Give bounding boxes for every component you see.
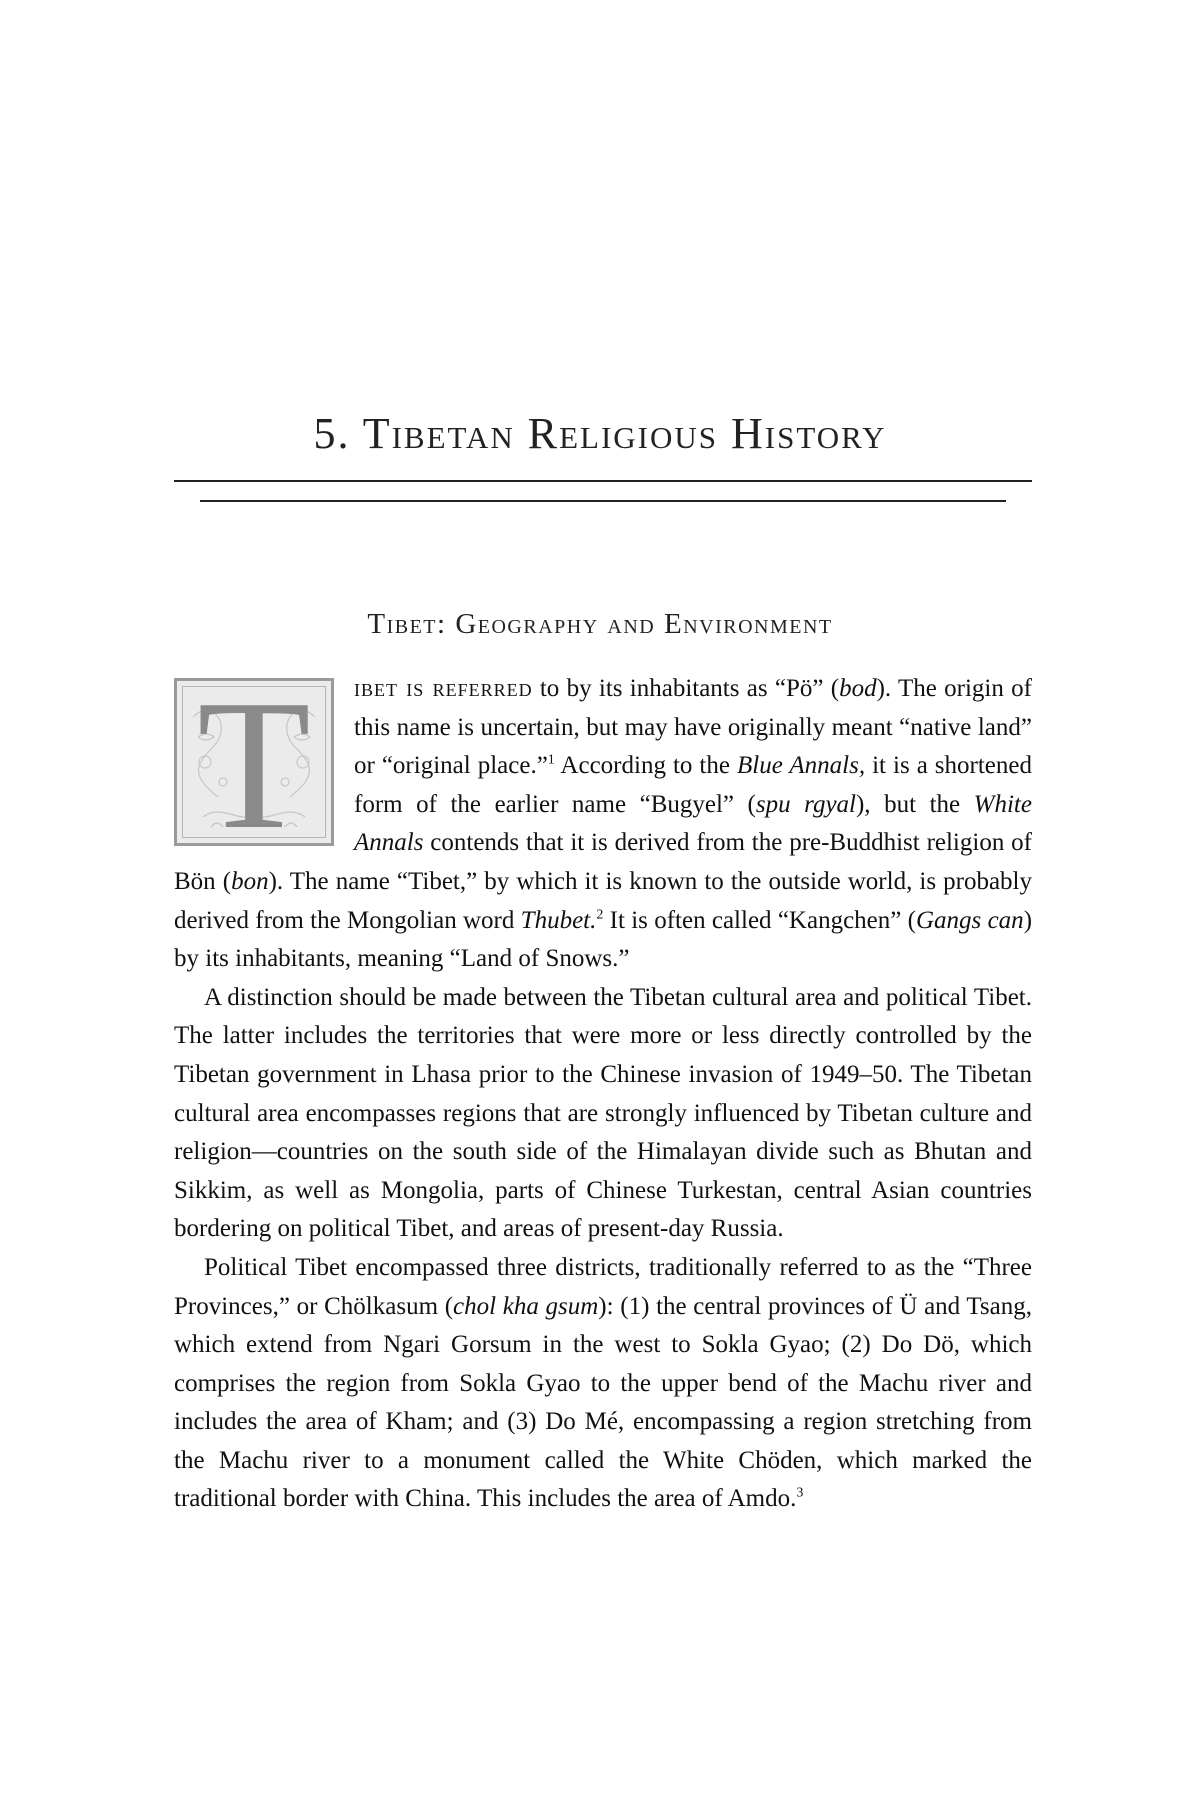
drop-cap	[174, 678, 334, 846]
footnote-ref-2[interactable]: 2	[596, 907, 604, 923]
p1-italic-spu-rgyal: spu rgyal	[755, 790, 856, 818]
title-rule-top	[174, 480, 1032, 482]
p1-text-3: According to the	[554, 752, 737, 780]
p1-italic-gangs-can: Gangs can	[916, 906, 1024, 934]
lead-in: ibet is referred	[354, 675, 533, 702]
section-heading: Tibet: Geography and Environment	[367, 608, 833, 640]
p3-italic-chol-kha-gsum: chol kha gsum	[453, 1292, 599, 1320]
drop-cap-letter: T	[197, 678, 311, 846]
p1-text-4: it is a shortened form of the earlier name “Bugyel” (	[354, 752, 1032, 818]
footnote-ref-1[interactable]: 1	[547, 752, 555, 768]
p1-text-1: to by its inhabitants as “Pö” (	[532, 675, 840, 702]
p1-text-6: contends that it is derived from the pre-Buddhist religion of Bön (	[174, 829, 1032, 895]
p1-italic-blue-annals: Blue Annals,	[737, 752, 866, 780]
paragraph-2: A distinction should be made between the Tibetan cultural area and political Tibet. The latter includes the territories that were more or less directly controlled by the Tibetan government in Lhasa prior to the Chinese invasion of 1949–50. The Tibetan cultural area encompasses regions that are strongly influenced by Tibetan culture and religion—countries on the south side of the Himalayan divide such as Bhutan and Sikkim, as well as Mongolia, parts of Chinese Turkestan, central Asian countries bordering on political Tibet, and areas of present-day Russia.	[174, 983, 1032, 1243]
p1-text-2: ). The origin of this name is uncertain, but may have originally meant “native land” or “original place.”	[354, 675, 1032, 780]
paragraph-3	[174, 1249, 1032, 1519]
p1-italic-thubet: Thubet.	[520, 906, 597, 934]
p3-text-2: ): (1) the central provinces of Ü and Tsang, which extend from Ngari Gorsum in the west to Sokla Gyao; (2) Do Dö, which comprises the region from Sokla Gyao to the upper bend of the Machu river and includes the area of Kham; and (3) Do Mé, encompassing a region stretching from the Machu river to a monument called the White Chöden, which marked the traditional border with China. This includes the area of Amdo.	[174, 1292, 1032, 1513]
paragraph-1	[174, 670, 1032, 979]
p1-italic-bod: bod	[839, 675, 877, 702]
title-rule-bottom	[200, 500, 1006, 502]
p1-text-5: ), but the	[855, 790, 974, 818]
p3-text-1: Political Tibet encompassed three districts, traditionally referred to as the “Three Provinces,” or Chölkasum (	[174, 1253, 1032, 1320]
p1-italic-white-annals: White Annals	[354, 790, 1032, 857]
p1-text-7: ). The name “Tibet,” by which it is known to the outside world, is probably derived from the Mongolian word	[174, 867, 1033, 934]
footnote-ref-3[interactable]: 3	[796, 1486, 804, 1502]
p1-text-9: ) by its inhabitants, meaning “Land of Snows.”	[174, 906, 1033, 973]
p1-italic-bon: bon	[231, 867, 269, 895]
chapter-title: 5. Tibetan Religious History	[313, 409, 887, 458]
body-text	[174, 670, 1032, 1519]
p1-text-8: It is often called “Kangchen” (	[603, 906, 916, 934]
